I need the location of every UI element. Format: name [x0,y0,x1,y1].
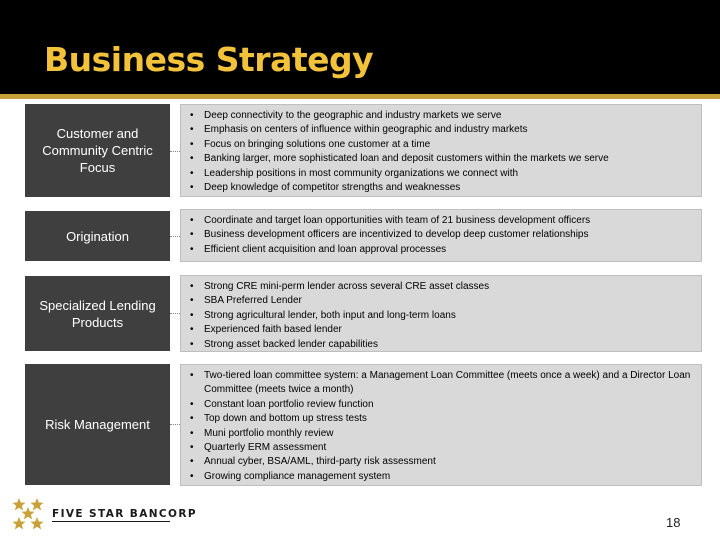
bullet-item: • Annual cyber, BSA/AML, third-party risk assessment [189,455,695,469]
bullet-item: • Quarterly ERM assessment [189,441,695,455]
row-box-risk-management [180,364,702,486]
bullet-item: • Constant loan portfolio review function [189,398,695,412]
bullet-item: • Efficient client acquisition and loan approval processes [189,243,695,257]
row-connector [170,313,180,314]
bullet-item: • Growing compliance management system [189,470,695,484]
row-connector [170,424,180,425]
bullet-item: • Emphasis on centers of influence within geographic and industry markets [189,123,695,137]
row-connector [170,151,180,152]
row-label-specialized-lending: Specialized Lending Products [25,276,170,351]
row-label-customer-focus: Customer and Community Centric Focus [25,104,170,197]
bullet-item: • SBA Preferred Lender [189,294,695,308]
row-connector [170,236,180,237]
bullet-item: • Focus on bringing solutions one customer at a time [189,138,695,152]
bullet-item: • Strong CRE mini-perm lender across several CRE asset classes [189,280,695,294]
bullet-item: • Coordinate and target loan opportunities with team of 21 business development officers [189,214,695,228]
bullet-item: • Deep knowledge of competitor strengths and weaknesses [189,181,695,195]
row-box-customer-focus [180,104,702,197]
header-divider [0,94,720,99]
bullet-item: • Deep connectivity to the geographic and industry markets we serve [189,109,695,123]
bullet-item: • Business development officers are incentivized to develop deep customer relationships [189,228,695,242]
page-title: Business Strategy [44,40,374,79]
five-star-logo-icon [9,496,49,534]
bullet-item: • Banking larger, more sophisticated loan and deposit customers within the markets we serve [189,152,695,166]
bullet-item: • Strong asset backed lender capabilities [189,338,695,352]
row-box-specialized-lending [180,275,702,352]
bullet-item: • Experienced faith based lender [189,323,695,337]
bullet-item: • Leadership positions in most community organizations we connect with [189,167,695,181]
page-number: 18 [666,515,681,530]
row-label-origination: Origination [25,211,170,261]
row-box-origination [180,209,702,262]
brand-name: FIVE STAR BANCORP [52,508,197,520]
row-label-risk-management: Risk Management [25,364,170,485]
bullet-item: • Muni portfolio monthly review [189,427,695,441]
bullet-item: • Strong agricultural lender, both input and long-term loans [189,309,695,323]
bullet-item: • Two-tiered loan committee system: a Management Loan Committee (meets once a week) and a Director Loan Committee (meets twice a month) [189,369,695,398]
brand-underline [52,521,170,522]
bullet-item: • Top down and bottom up stress tests [189,412,695,426]
